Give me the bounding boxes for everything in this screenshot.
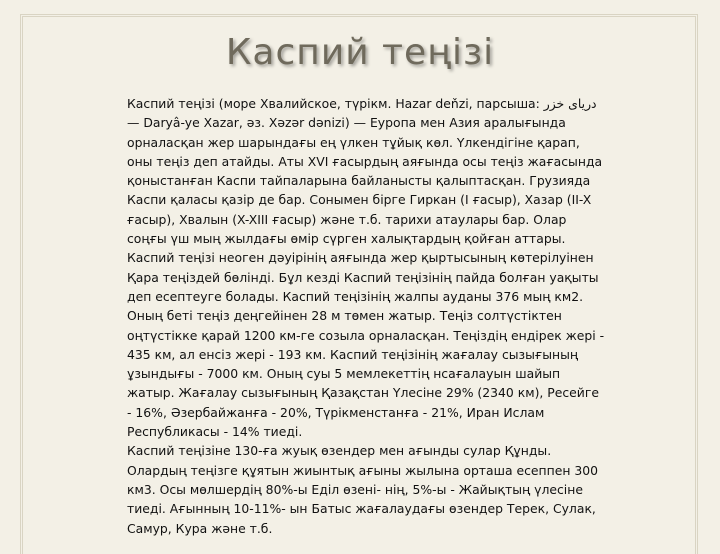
paragraph-intro: Каспий теңізі (море Хвалийское, түрікм. Hazar deňzi, парсыша: دریای خزر — Daryâ-ye Xazar, әз. Xəzər dənizi) — Еуропа мен Азия аралығында орналасқан жер шарындағы ең үлкен тұйық көл. Үлкендігіне қарап, оны теңіз деп атайды. Аты XVI ғасырдың аяғында осы теңіз жағасында қоныстанған Каспи тайпаларына байланысты қалыптасқан. Грузияда Каспи қаласы қазір де бар. Сонымен бірге Гиркан (I ғасыр), Хазар (II-X ғасыр), Хвалын (X-XIII ғасыр) және т.б. тарихи атаулары бар. Олар соңғы үш мың жылдағы өмір сүрген халықтардың қойған аттары. [127,96,603,247]
paragraph-rivers: Каспий теңізіне 130-ға жуық өзендер мен ағынды сулар Құнды. Олардың теңізге құятын жиынтық ағыны жылына орташа есеппен 300 км3. Осы мөлшердің 80%-ы Еділ өзені- нің, 5%-ы - Жайықтың үлесіне тиеді. Ағынның 10-11%- ын Батыс жағалаудағы өзендер Терек, Сулак, Самур, Кура және т.б. [127,443,599,536]
slide-body [127,94,605,538]
paragraph-geography: Каспий теңізі неоген дәуірінің аяғында жер қыртысының көтерілуінен Қара теңіздей бөлінді. Бұл кезді Каспий теңізінің пайда болған уақыты деп есептеуге болады. Каспий теңізінің жалпы ауданы 376 мың км2. Оның беті теңіз деңгейінен 28 м төмен жатыр. Теңіз солтүстіктен оңтүстікке қарай 1200 км-ге созыла орналасқан. Теңіздің ендірек жері - 435 км, ал енсіз жері - 193 км. Каспий теңізінің жағалау сызығының ұзындығы - 7000 км. Оның суы 5 мемлекеттің нсағалауын шайып жатыр. Жағалау сызығының Қазақстан Үлесіне 29% (2340 км), Ресейге - 16%, Әзербайжанға - 20%, Түрікменстанға - 21%, Иран Ислам Республикасы - 14% тиеді. [127,250,605,440]
slide-title: Каспий теңізі [225,32,495,73]
